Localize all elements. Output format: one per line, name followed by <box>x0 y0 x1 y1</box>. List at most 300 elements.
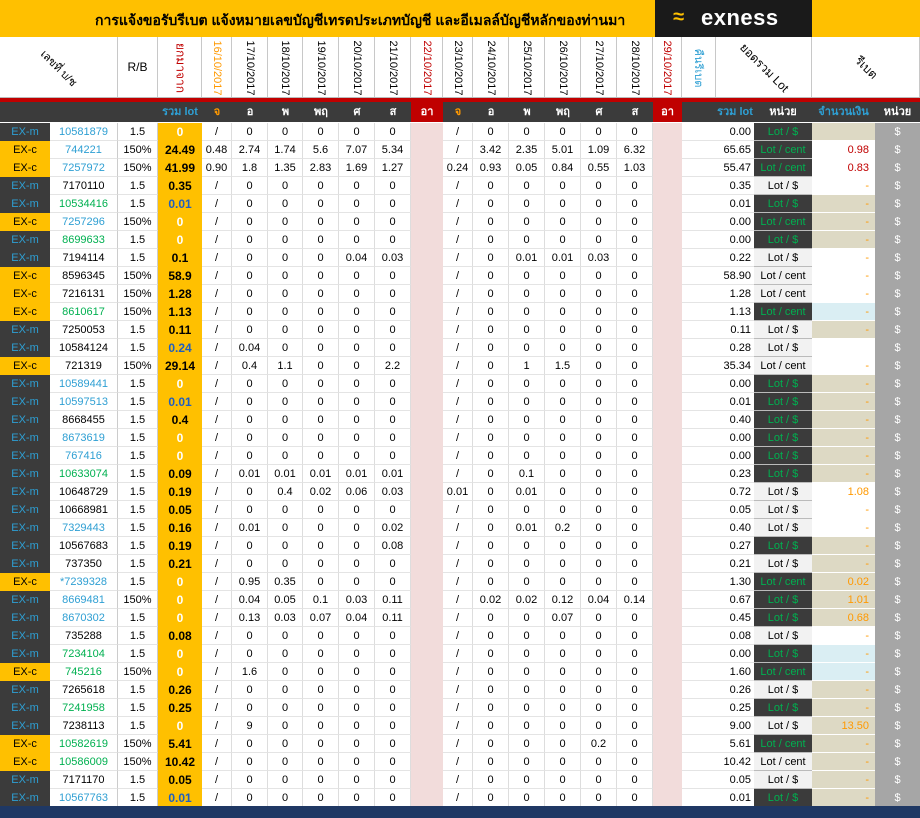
account-type[interactable]: EX-m <box>0 375 50 393</box>
lot-week2-day4[interactable]: 0 <box>545 123 581 141</box>
lot-week2-day2[interactable]: 0 <box>473 411 509 429</box>
subheader-day-10[interactable]: พ <box>509 102 545 122</box>
account-type[interactable]: EX-m <box>0 771 50 789</box>
lot-week1-day1[interactable]: / <box>202 753 232 771</box>
lot-sunday-2[interactable] <box>653 555 682 573</box>
lot-week2-day4[interactable]: 0 <box>545 465 581 483</box>
lot-week2-day5[interactable]: 0 <box>581 663 617 681</box>
lot-week2-day6[interactable]: 0 <box>617 411 653 429</box>
lot-week2-day1[interactable]: / <box>443 735 473 753</box>
carry-rebate[interactable] <box>682 699 716 717</box>
lot-week2-day1[interactable]: / <box>443 573 473 591</box>
lot-sunday-1[interactable] <box>411 627 443 645</box>
lot-week2-day1[interactable]: 0.01 <box>443 483 473 501</box>
lot-week1-day5[interactable]: 0 <box>339 213 375 231</box>
lot-week2-day3[interactable]: 0 <box>509 339 545 357</box>
currency-unit[interactable]: $ <box>875 393 920 411</box>
rb-rate[interactable]: 1.5 <box>118 429 158 447</box>
rb-rate[interactable]: 1.5 <box>118 555 158 573</box>
lot-week1-day5[interactable]: 0 <box>339 681 375 699</box>
lot-week2-day1[interactable]: / <box>443 645 473 663</box>
lot-carried[interactable]: 0 <box>158 645 202 663</box>
lot-week2-day3[interactable]: 0 <box>509 195 545 213</box>
rebate-amount[interactable]: - <box>812 447 875 465</box>
lot-week2-day5[interactable]: 0 <box>581 627 617 645</box>
total-lot[interactable]: 0.00 <box>716 123 754 141</box>
currency-unit[interactable]: $ <box>875 645 920 663</box>
unit-label[interactable]: Lot / $ <box>754 519 812 537</box>
total-lot[interactable]: 0.45 <box>716 609 754 627</box>
lot-week2-day6[interactable]: 0 <box>617 177 653 195</box>
lot-week1-day1[interactable]: / <box>202 501 232 519</box>
rb-rate[interactable]: 150% <box>118 753 158 771</box>
lot-week1-day4[interactable]: 0.07 <box>303 609 339 627</box>
rebate-amount[interactable]: - <box>812 357 875 375</box>
rebate-amount[interactable] <box>812 339 875 357</box>
account-type[interactable]: EX-c <box>0 213 50 231</box>
lot-week2-day6[interactable]: 0 <box>617 645 653 663</box>
carry-rebate[interactable] <box>682 231 716 249</box>
lot-carried[interactable]: 0.05 <box>158 771 202 789</box>
lot-week2-day5[interactable]: 0 <box>581 771 617 789</box>
total-lot[interactable]: 0.00 <box>716 429 754 447</box>
lot-week1-day6[interactable]: 0 <box>375 285 411 303</box>
lot-sunday-2[interactable] <box>653 429 682 447</box>
lot-sunday-1[interactable] <box>411 267 443 285</box>
unit-label[interactable]: Lot / $ <box>754 447 812 465</box>
lot-week2-day2[interactable]: 0 <box>473 501 509 519</box>
rebate-amount[interactable]: 1.08 <box>812 483 875 501</box>
rebate-amount[interactable]: - <box>812 627 875 645</box>
unit-label[interactable]: Lot / $ <box>754 249 812 267</box>
lot-week1-day3[interactable]: 0 <box>268 267 303 285</box>
lot-week2-day1[interactable]: / <box>443 789 473 807</box>
rb-rate[interactable]: 1.5 <box>118 321 158 339</box>
lot-week1-day3[interactable]: 0 <box>268 393 303 411</box>
lot-sunday-1[interactable] <box>411 537 443 555</box>
carry-rebate[interactable] <box>682 177 716 195</box>
lot-week2-day2[interactable]: 0 <box>473 699 509 717</box>
lot-week1-day2[interactable]: 0 <box>232 429 268 447</box>
subheader-day-1[interactable]: จ <box>202 102 232 122</box>
lot-week2-day2[interactable]: 0.02 <box>473 591 509 609</box>
account-type[interactable]: EX-m <box>0 591 50 609</box>
lot-week2-day5[interactable]: 0 <box>581 483 617 501</box>
subheader-blank-carry[interactable] <box>682 102 716 122</box>
lot-week2-day6[interactable]: 0 <box>617 465 653 483</box>
lot-carried[interactable]: 0.19 <box>158 537 202 555</box>
lot-carried[interactable]: 0.21 <box>158 555 202 573</box>
currency-unit[interactable]: $ <box>875 573 920 591</box>
lot-sunday-1[interactable] <box>411 393 443 411</box>
lot-week1-day2[interactable]: 0 <box>232 213 268 231</box>
carry-rebate[interactable] <box>682 483 716 501</box>
unit-label[interactable]: Lot / $ <box>754 429 812 447</box>
lot-week2-day3[interactable]: 0 <box>509 537 545 555</box>
lot-sunday-2[interactable] <box>653 699 682 717</box>
lot-week2-day2[interactable]: 3.42 <box>473 141 509 159</box>
lot-week1-day1[interactable]: / <box>202 429 232 447</box>
subheader-amount[interactable]: จำนวนเงิน <box>812 102 875 122</box>
lot-sunday-2[interactable] <box>653 303 682 321</box>
lot-week1-day2[interactable]: 0.04 <box>232 591 268 609</box>
currency-unit[interactable]: $ <box>875 537 920 555</box>
lot-sunday-1[interactable] <box>411 303 443 321</box>
account-number[interactable]: 10589441 <box>50 375 118 393</box>
lot-week2-day1[interactable]: / <box>443 447 473 465</box>
lot-week2-day1[interactable]: / <box>443 375 473 393</box>
lot-week1-day2[interactable]: 0.4 <box>232 357 268 375</box>
lot-week2-day6[interactable]: 0 <box>617 789 653 807</box>
account-type[interactable]: EX-c <box>0 573 50 591</box>
lot-week1-day3[interactable]: 0 <box>268 645 303 663</box>
lot-week1-day3[interactable]: 0 <box>268 681 303 699</box>
lot-week1-day3[interactable]: 0 <box>268 249 303 267</box>
lot-week2-day6[interactable]: 0 <box>617 429 653 447</box>
lot-week1-day4[interactable]: 0 <box>303 447 339 465</box>
lot-week1-day5[interactable]: 0 <box>339 231 375 249</box>
lot-week1-day3[interactable]: 1.35 <box>268 159 303 177</box>
currency-unit[interactable]: $ <box>875 501 920 519</box>
lot-week1-day2[interactable]: 1.8 <box>232 159 268 177</box>
lot-week2-day3[interactable]: 0 <box>509 789 545 807</box>
lot-sunday-2[interactable] <box>653 789 682 807</box>
lot-week2-day3[interactable]: 0 <box>509 447 545 465</box>
lot-week1-day3[interactable]: 0 <box>268 285 303 303</box>
rebate-amount[interactable]: - <box>812 663 875 681</box>
lot-sunday-1[interactable] <box>411 411 443 429</box>
lot-week2-day4[interactable]: 0 <box>545 375 581 393</box>
lot-week1-day4[interactable]: 0 <box>303 213 339 231</box>
rebate-amount[interactable]: - <box>812 465 875 483</box>
lot-week2-day5[interactable]: 0 <box>581 375 617 393</box>
lot-week1-day1[interactable]: / <box>202 321 232 339</box>
lot-week1-day1[interactable]: / <box>202 213 232 231</box>
lot-week1-day5[interactable]: 0 <box>339 627 375 645</box>
lot-week1-day2[interactable]: 0 <box>232 321 268 339</box>
lot-week1-day3[interactable]: 0 <box>268 699 303 717</box>
lot-week2-day6[interactable]: 0 <box>617 681 653 699</box>
currency-unit[interactable]: $ <box>875 429 920 447</box>
subheader-blank-acc[interactable] <box>50 102 118 122</box>
lot-week2-day5[interactable]: 0 <box>581 645 617 663</box>
lot-week1-day6[interactable]: 0 <box>375 717 411 735</box>
lot-week1-day3[interactable]: 0.05 <box>268 591 303 609</box>
unit-label[interactable]: Lot / $ <box>754 321 812 339</box>
account-type[interactable]: EX-m <box>0 627 50 645</box>
lot-week1-day1[interactable]: / <box>202 231 232 249</box>
unit-label[interactable]: Lot / $ <box>754 789 812 807</box>
lot-week2-day6[interactable]: 0 <box>617 231 653 249</box>
subheader-day-11[interactable]: พฤ <box>545 102 581 122</box>
lot-week1-day1[interactable]: / <box>202 285 232 303</box>
subheader-day-8[interactable]: จ <box>443 102 473 122</box>
lot-week2-day2[interactable]: 0 <box>473 195 509 213</box>
currency-unit[interactable]: $ <box>875 465 920 483</box>
lot-week1-day1[interactable]: 0.90 <box>202 159 232 177</box>
lot-week1-day1[interactable]: / <box>202 357 232 375</box>
account-type[interactable]: EX-c <box>0 357 50 375</box>
lot-week1-day2[interactable]: 0 <box>232 681 268 699</box>
account-number[interactable]: 7238113 <box>50 717 118 735</box>
lot-week2-day2[interactable]: 0 <box>473 645 509 663</box>
total-lot[interactable]: 0.40 <box>716 411 754 429</box>
subheader-day-14[interactable]: อา <box>653 102 682 122</box>
lot-week1-day2[interactable]: 0 <box>232 195 268 213</box>
lot-carried[interactable]: 0.1 <box>158 249 202 267</box>
lot-week1-day1[interactable]: / <box>202 735 232 753</box>
lot-sunday-1[interactable] <box>411 339 443 357</box>
carry-rebate[interactable] <box>682 519 716 537</box>
account-number[interactable]: 10581879 <box>50 123 118 141</box>
lot-sunday-1[interactable] <box>411 645 443 663</box>
lot-week1-day2[interactable]: 0 <box>232 789 268 807</box>
carry-rebate[interactable] <box>682 141 716 159</box>
lot-week2-day4[interactable]: 0 <box>545 321 581 339</box>
rb-rate[interactable]: 1.5 <box>118 789 158 807</box>
lot-week2-day4[interactable]: 0 <box>545 501 581 519</box>
rb-rate[interactable]: 150% <box>118 303 158 321</box>
lot-week1-day5[interactable]: 1.69 <box>339 159 375 177</box>
lot-week1-day5[interactable]: 0 <box>339 519 375 537</box>
lot-week1-day4[interactable]: 0 <box>303 789 339 807</box>
lot-week1-day1[interactable]: / <box>202 789 232 807</box>
account-type[interactable]: EX-c <box>0 159 50 177</box>
lot-week2-day5[interactable]: 0.55 <box>581 159 617 177</box>
lot-sunday-1[interactable] <box>411 735 443 753</box>
lot-week1-day5[interactable]: 0 <box>339 177 375 195</box>
account-number[interactable]: 7241958 <box>50 699 118 717</box>
lot-week2-day6[interactable]: 0 <box>617 339 653 357</box>
total-lot[interactable]: 1.60 <box>716 663 754 681</box>
account-type[interactable]: EX-m <box>0 177 50 195</box>
rb-rate[interactable]: 1.5 <box>118 699 158 717</box>
lot-week2-day1[interactable]: / <box>443 285 473 303</box>
subheader-day-13[interactable]: ส <box>617 102 653 122</box>
lot-week2-day3[interactable]: 0 <box>509 267 545 285</box>
carry-rebate[interactable] <box>682 681 716 699</box>
lot-week1-day5[interactable]: 0 <box>339 123 375 141</box>
lot-week2-day4[interactable]: 0 <box>545 285 581 303</box>
currency-unit[interactable]: $ <box>875 447 920 465</box>
lot-week2-day4[interactable]: 0.84 <box>545 159 581 177</box>
lot-carried[interactable]: 0.09 <box>158 465 202 483</box>
unit-label[interactable]: Lot / $ <box>754 537 812 555</box>
lot-week2-day1[interactable]: / <box>443 555 473 573</box>
rb-rate[interactable]: 150% <box>118 285 158 303</box>
lot-week2-day6[interactable]: 0 <box>617 123 653 141</box>
lot-week1-day2[interactable]: 0 <box>232 627 268 645</box>
lot-week1-day5[interactable]: 0 <box>339 357 375 375</box>
lot-week1-day6[interactable]: 0.02 <box>375 519 411 537</box>
lot-week2-day6[interactable]: 0 <box>617 213 653 231</box>
account-number[interactable]: 10586009 <box>50 753 118 771</box>
lot-week2-day2[interactable]: 0 <box>473 249 509 267</box>
lot-sunday-2[interactable] <box>653 411 682 429</box>
lot-week1-day1[interactable]: / <box>202 177 232 195</box>
total-lot[interactable]: 0.28 <box>716 339 754 357</box>
lot-week2-day5[interactable]: 0 <box>581 213 617 231</box>
subheader-sum-lot[interactable]: รวม lot <box>158 102 202 122</box>
lot-week1-day2[interactable]: 0 <box>232 177 268 195</box>
rebate-amount[interactable]: 13.50 <box>812 717 875 735</box>
lot-carried[interactable]: 0 <box>158 213 202 231</box>
total-lot[interactable]: 58.90 <box>716 267 754 285</box>
lot-week2-day5[interactable]: 0 <box>581 357 617 375</box>
lot-week1-day2[interactable]: 9 <box>232 717 268 735</box>
lot-week1-day4[interactable]: 0 <box>303 195 339 213</box>
lot-week2-day3[interactable]: 0 <box>509 285 545 303</box>
currency-unit[interactable]: $ <box>875 213 920 231</box>
lot-week2-day3[interactable]: 0 <box>509 645 545 663</box>
lot-week2-day6[interactable]: 0.14 <box>617 591 653 609</box>
lot-week2-day3[interactable]: 0.1 <box>509 465 545 483</box>
lot-week1-day5[interactable]: 0 <box>339 771 375 789</box>
lot-sunday-2[interactable] <box>653 213 682 231</box>
lot-week2-day3[interactable]: 0 <box>509 375 545 393</box>
total-lot[interactable]: 1.30 <box>716 573 754 591</box>
lot-week2-day1[interactable]: / <box>443 177 473 195</box>
carry-rebate[interactable] <box>682 429 716 447</box>
lot-week1-day5[interactable]: 0 <box>339 375 375 393</box>
lot-week2-day4[interactable]: 1.5 <box>545 357 581 375</box>
lot-week2-day1[interactable]: / <box>443 771 473 789</box>
account-type[interactable]: EX-c <box>0 735 50 753</box>
lot-week1-day6[interactable]: 0 <box>375 789 411 807</box>
lot-week2-day4[interactable]: 5.01 <box>545 141 581 159</box>
rebate-amount[interactable]: - <box>812 537 875 555</box>
lot-carried[interactable]: 0.01 <box>158 393 202 411</box>
lot-week1-day6[interactable]: 0.01 <box>375 465 411 483</box>
account-number[interactable]: 8673619 <box>50 429 118 447</box>
unit-label[interactable]: Lot / cent <box>754 213 812 231</box>
lot-week1-day2[interactable]: 1.6 <box>232 663 268 681</box>
account-number[interactable]: 7171170 <box>50 771 118 789</box>
currency-unit[interactable]: $ <box>875 735 920 753</box>
lot-week1-day1[interactable]: / <box>202 303 232 321</box>
lot-week1-day2[interactable]: 0 <box>232 483 268 501</box>
account-type[interactable]: EX-m <box>0 465 50 483</box>
lot-week1-day5[interactable]: 0.03 <box>339 591 375 609</box>
lot-week1-day4[interactable]: 0 <box>303 267 339 285</box>
rb-rate[interactable]: 1.5 <box>118 483 158 501</box>
lot-week1-day3[interactable]: 0 <box>268 753 303 771</box>
lot-week1-day4[interactable]: 0 <box>303 357 339 375</box>
unit-label[interactable]: Lot / $ <box>754 195 812 213</box>
currency-unit[interactable]: $ <box>875 411 920 429</box>
lot-week2-day3[interactable]: 0 <box>509 213 545 231</box>
account-number[interactable]: 8596345 <box>50 267 118 285</box>
subheader-day-7[interactable]: อา <box>411 102 443 122</box>
lot-week2-day3[interactable]: 0 <box>509 411 545 429</box>
carry-rebate[interactable] <box>682 609 716 627</box>
lot-week1-day6[interactable]: 0 <box>375 267 411 285</box>
lot-sunday-2[interactable] <box>653 663 682 681</box>
account-number[interactable]: 7257972 <box>50 159 118 177</box>
lot-week2-day2[interactable]: 0 <box>473 213 509 231</box>
carry-rebate[interactable] <box>682 303 716 321</box>
lot-week1-day4[interactable]: 0.01 <box>303 465 339 483</box>
currency-unit[interactable]: $ <box>875 285 920 303</box>
unit-label[interactable]: Lot / $ <box>754 177 812 195</box>
total-lot[interactable]: 0.22 <box>716 249 754 267</box>
lot-week1-day2[interactable]: 0 <box>232 735 268 753</box>
total-lot[interactable]: 0.00 <box>716 447 754 465</box>
unit-label[interactable]: Lot / $ <box>754 231 812 249</box>
total-lot[interactable]: 0.05 <box>716 501 754 519</box>
lot-week2-day4[interactable]: 0 <box>545 303 581 321</box>
total-lot[interactable]: 0.72 <box>716 483 754 501</box>
lot-week2-day6[interactable]: 0 <box>617 249 653 267</box>
lot-week1-day2[interactable]: 0 <box>232 537 268 555</box>
rb-rate[interactable]: 1.5 <box>118 195 158 213</box>
rb-rate[interactable]: 1.5 <box>118 573 158 591</box>
lot-week2-day1[interactable]: 0.24 <box>443 159 473 177</box>
lot-week1-day2[interactable]: 0 <box>232 123 268 141</box>
carry-rebate[interactable] <box>682 285 716 303</box>
account-type[interactable]: EX-m <box>0 447 50 465</box>
rb-rate[interactable]: 1.5 <box>118 627 158 645</box>
subheader-day-5[interactable]: ศ <box>339 102 375 122</box>
lot-week1-day2[interactable]: 0.13 <box>232 609 268 627</box>
lot-week1-day3[interactable]: 0 <box>268 177 303 195</box>
account-number[interactable]: 744221 <box>50 141 118 159</box>
carry-rebate[interactable] <box>682 357 716 375</box>
lot-week1-day6[interactable]: 0 <box>375 627 411 645</box>
lot-week2-day3[interactable]: 0 <box>509 501 545 519</box>
lot-week2-day4[interactable]: 0 <box>545 429 581 447</box>
rebate-amount[interactable]: - <box>812 789 875 807</box>
account-type[interactable]: EX-m <box>0 699 50 717</box>
carry-rebate[interactable] <box>682 627 716 645</box>
lot-week2-day6[interactable]: 0 <box>617 501 653 519</box>
carry-rebate[interactable] <box>682 267 716 285</box>
subheader-unit[interactable]: หน่วย <box>754 102 812 122</box>
lot-week2-day6[interactable]: 0 <box>617 195 653 213</box>
lot-week2-day6[interactable]: 0 <box>617 663 653 681</box>
subheader-day-6[interactable]: ส <box>375 102 411 122</box>
lot-week1-day4[interactable]: 0 <box>303 177 339 195</box>
lot-week1-day2[interactable]: 0.01 <box>232 465 268 483</box>
lot-week1-day4[interactable]: 0 <box>303 123 339 141</box>
lot-week2-day3[interactable]: 0 <box>509 123 545 141</box>
total-lot[interactable]: 0.01 <box>716 195 754 213</box>
lot-carried[interactable]: 0.08 <box>158 627 202 645</box>
total-lot[interactable]: 0.67 <box>716 591 754 609</box>
lot-week1-day6[interactable]: 5.34 <box>375 141 411 159</box>
lot-week2-day6[interactable]: 0 <box>617 609 653 627</box>
lot-week2-day1[interactable]: / <box>443 429 473 447</box>
account-type[interactable]: EX-m <box>0 789 50 807</box>
lot-week1-day3[interactable]: 0 <box>268 123 303 141</box>
rebate-amount[interactable]: - <box>812 771 875 789</box>
unit-label[interactable]: Lot / cent <box>754 141 812 159</box>
account-type[interactable]: EX-c <box>0 267 50 285</box>
lot-week1-day5[interactable]: 0 <box>339 303 375 321</box>
lot-week1-day6[interactable]: 0 <box>375 771 411 789</box>
lot-week1-day6[interactable]: 0 <box>375 429 411 447</box>
lot-sunday-1[interactable] <box>411 663 443 681</box>
rebate-amount[interactable]: 0.83 <box>812 159 875 177</box>
lot-week2-day5[interactable]: 0 <box>581 393 617 411</box>
lot-week2-day4[interactable]: 0 <box>545 537 581 555</box>
rebate-amount[interactable]: - <box>812 249 875 267</box>
rebate-amount[interactable]: - <box>812 303 875 321</box>
lot-week1-day6[interactable]: 0 <box>375 303 411 321</box>
unit-label[interactable]: Lot / $ <box>754 465 812 483</box>
lot-week1-day4[interactable]: 0 <box>303 375 339 393</box>
unit-label[interactable]: Lot / $ <box>754 411 812 429</box>
